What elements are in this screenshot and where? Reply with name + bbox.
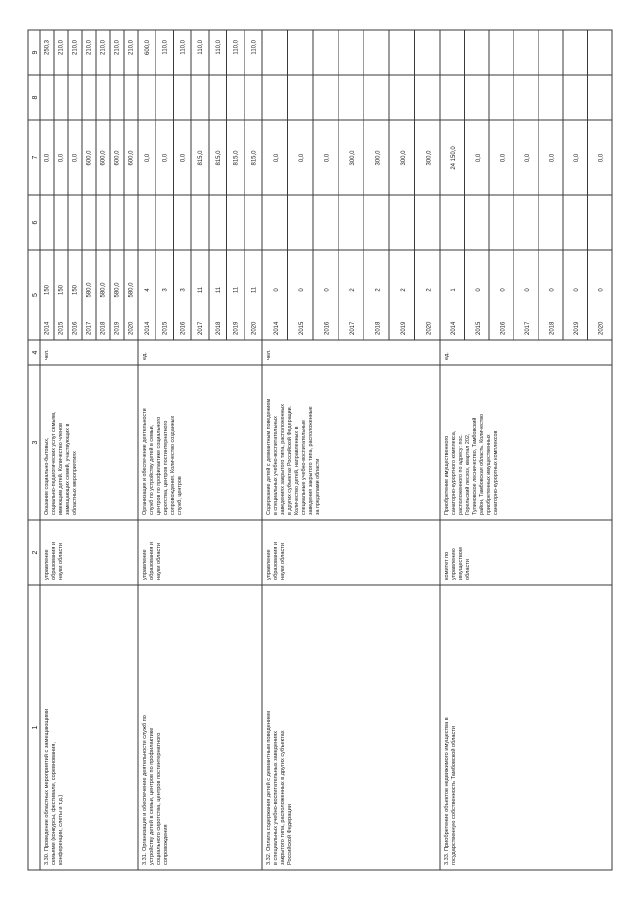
- indicator-line: областных мероприятиях: [72, 451, 78, 515]
- value-col7: 0,0: [180, 153, 187, 163]
- year-label: 2014: [44, 321, 51, 335]
- year-label: 2019: [574, 321, 581, 335]
- year-label: 2017: [198, 321, 205, 335]
- value-col7: 815,0: [198, 150, 205, 166]
- value-col9: 110,0: [180, 40, 187, 55]
- value-col5: 580,0: [86, 282, 93, 298]
- value-col9: 210,0: [58, 40, 65, 56]
- task-name-line: государственную собственность Тамбовской области: [451, 726, 457, 865]
- indicator-line: за пределами области: [315, 458, 321, 515]
- value-col5: 2: [426, 288, 433, 292]
- task-name-line: семьями (конкурсы, фестивали, соревнования,: [51, 742, 57, 865]
- year-label: 2018: [549, 321, 556, 335]
- column-number-8: 8: [32, 95, 39, 100]
- value-col5: 0: [299, 288, 306, 292]
- executor-line: управление: [266, 549, 272, 580]
- indicator-line: расположенного по адресу: пос.: [458, 434, 464, 515]
- value-col7: 815,0: [251, 150, 258, 166]
- indicator-line: имеющим детей. Количество членов: [58, 422, 64, 515]
- year-label: 2019: [114, 321, 121, 335]
- value-col7: 815,0: [233, 150, 240, 166]
- executor-line: управлению: [451, 548, 457, 580]
- indicator-line: заведениях закрытого типа, расположенных: [280, 404, 286, 515]
- executor-line: области: [465, 559, 471, 580]
- value-col9: 110,0: [162, 40, 169, 55]
- year-label: 2016: [180, 321, 187, 335]
- year-label: 2019: [233, 321, 240, 335]
- value-col7: 0,0: [58, 153, 65, 163]
- indicator-line: приобретенных имущественных: [486, 434, 492, 515]
- executor-line: имуществом: [458, 547, 464, 580]
- indicator-line: центров по профилактике социального: [156, 416, 162, 515]
- value-col7: 0,0: [299, 153, 306, 163]
- year-label: 2020: [598, 321, 605, 335]
- column-number-4: 4: [32, 350, 39, 355]
- value-col5: 11: [198, 286, 205, 294]
- task-name-line: 3.32. Оплата содержания детей с девиантным поведением: [266, 711, 272, 865]
- year-label: 2015: [58, 321, 65, 335]
- value-col5: 3: [180, 288, 187, 292]
- column-number-7: 7: [32, 155, 39, 160]
- value-col5: 0: [598, 288, 605, 292]
- year-label: 2018: [100, 321, 107, 335]
- indicator-line: замещающих семей, участвующих в: [65, 423, 71, 515]
- indicator-line: Оказание социально-бытовых,: [44, 437, 50, 515]
- value-col5: 0: [273, 288, 280, 292]
- year-label: 2020: [251, 321, 258, 335]
- indicator-line: Организация и обеспечение деятельности: [142, 408, 148, 515]
- value-col5: 580,0: [114, 282, 121, 298]
- unit-label: ед.: [444, 352, 450, 360]
- value-col5: 4: [144, 288, 151, 292]
- column-number-2: 2: [32, 550, 39, 555]
- value-col9: 110,0: [198, 40, 205, 55]
- indicator-line: социально-педагогических услуг семьям,: [51, 411, 57, 515]
- indicator-line: служб по устройству детей в семьи,: [149, 424, 155, 515]
- executor-line: образования и: [51, 541, 57, 580]
- value-col7: 600,0: [86, 150, 93, 166]
- year-label: 2014: [273, 321, 280, 335]
- executor-line: науки области: [280, 543, 286, 580]
- value-col7: 300,0: [426, 150, 433, 166]
- column-number-5: 5: [32, 293, 39, 297]
- value-col7: 0,0: [144, 153, 151, 163]
- task-name-line: 3.30. Проведение областных мероприятий с замещающими: [44, 708, 50, 865]
- indicator-line: заведения закрытого типа, расположенные: [308, 406, 314, 515]
- value-col7: 0,0: [500, 153, 507, 163]
- executor-line: образования и: [273, 541, 279, 580]
- value-col9: 110,0: [215, 40, 222, 55]
- value-col5: 11: [215, 286, 222, 294]
- executor-line: комитет по: [444, 551, 450, 580]
- value-col5: 0: [475, 288, 482, 292]
- year-label: 2020: [426, 321, 433, 335]
- value-col7: 0,0: [273, 153, 280, 163]
- value-col7: 0,0: [72, 153, 79, 163]
- indicator-line: в специальных учебно-воспитательных: [273, 416, 279, 515]
- year-label: 2017: [524, 321, 531, 335]
- indicator-line: санаторно-курортного комплекса,: [451, 430, 457, 515]
- indicator-line: сиротства, центров постинтернатного: [163, 420, 169, 515]
- value-col5: 0: [500, 288, 507, 292]
- value-col7: 0,0: [524, 153, 531, 163]
- value-col7: 815,0: [215, 150, 222, 166]
- value-col5: 0: [524, 288, 531, 292]
- executor-line: управление: [44, 549, 50, 580]
- value-col7: 300,0: [400, 150, 407, 166]
- year-label: 2015: [162, 321, 169, 335]
- task-name-line: закрытого типа, расположенных в других субъектах: [280, 730, 286, 865]
- year-label: 2016: [72, 321, 79, 335]
- value-col5: 0: [574, 288, 581, 292]
- value-col9: 210,0: [72, 40, 79, 56]
- value-col7: 0,0: [598, 153, 605, 163]
- task-name-line: устройству детей в семьи, центров по профилактике: [149, 727, 155, 865]
- value-col5: 0: [324, 288, 331, 292]
- indicator-line: Горельский лесхоз, квартал 202,: [465, 433, 471, 515]
- column-number-9: 9: [32, 50, 39, 55]
- value-col5: 11: [233, 286, 240, 294]
- executor-line: науки области: [156, 543, 162, 580]
- value-col7: 24 150,0: [451, 146, 458, 170]
- year-label: 2016: [324, 321, 331, 335]
- year-label: 2020: [128, 321, 135, 335]
- indicator-line: район, Тамбовская область. Количество: [479, 413, 485, 515]
- indicator-line: Приобретение имущественного: [444, 435, 450, 515]
- value-col7: 0,0: [162, 153, 169, 163]
- year-label: 2016: [500, 321, 507, 335]
- value-col9: 250,3: [44, 40, 51, 56]
- year-label: 2014: [451, 321, 458, 335]
- indicator-line: специальные учебно-воспитательные: [301, 419, 307, 515]
- value-col9: 110,0: [251, 40, 258, 55]
- year-label: 2017: [86, 321, 93, 335]
- executor-line: науки области: [58, 543, 64, 580]
- value-col5: 150: [72, 284, 79, 296]
- value-col9: 210,0: [100, 40, 107, 56]
- unit-label: чел.: [44, 349, 50, 360]
- unit-label: чел.: [266, 349, 272, 360]
- value-col7: 600,0: [100, 150, 107, 166]
- indicator-line: Количество детей, направленных в: [294, 426, 300, 515]
- year-label: 2018: [375, 321, 382, 335]
- value-col5: 150: [44, 284, 51, 296]
- task-name-line: Российской Федерации: [287, 804, 293, 865]
- value-col5: 11: [251, 286, 258, 294]
- indicator-line: сопровождения. Количество созданных: [170, 415, 176, 515]
- value-col9: 210,0: [128, 40, 135, 56]
- value-col9: 210,0: [86, 40, 93, 56]
- value-col5: 150: [58, 284, 65, 296]
- value-col7: 300,0: [350, 150, 357, 166]
- year-label: 2017: [350, 321, 357, 335]
- year-label: 2014: [144, 321, 151, 335]
- value-col7: 0,0: [324, 153, 331, 163]
- executor-line: образования и: [149, 541, 155, 580]
- indicator-line: служб, центров: [177, 476, 183, 515]
- year-label: 2019: [400, 321, 407, 335]
- value-col5: 580,0: [128, 282, 135, 298]
- value-col7: 0,0: [475, 153, 482, 163]
- indicator-line: Тулиновское лесничество, Тамбовский: [472, 417, 478, 515]
- task-name-line: сопровождения: [163, 824, 169, 865]
- task-name-line: 3.31. Организация и обеспечение деятельности служб по: [142, 715, 148, 865]
- value-col7: 0,0: [574, 153, 581, 163]
- value-col5: 3: [162, 288, 169, 292]
- indicator-line: санаторно-курортных комплексов: [493, 430, 499, 515]
- indicator-line: в других субъектах Российской Федерации.: [287, 405, 293, 515]
- year-label: 2015: [299, 321, 306, 335]
- task-name-line: 3.33. Приобретение объектов недвижимого имущества в: [444, 717, 450, 865]
- value-col7: 300,0: [375, 150, 382, 166]
- value-col7: 600,0: [128, 150, 135, 166]
- column-number-3: 3: [32, 440, 39, 445]
- value-col9: 110,0: [233, 40, 240, 55]
- value-col7: 0,0: [44, 153, 51, 163]
- value-col9: 600,0: [144, 40, 151, 56]
- unit-label: ед.: [142, 352, 148, 360]
- value-col9: 210,0: [114, 40, 121, 56]
- value-col5: 2: [400, 288, 407, 292]
- value-col5: 1: [451, 288, 458, 292]
- task-name-line: конференции, слеты и т.д.): [58, 794, 64, 865]
- indicator-line: Содержание детей с девиантным поведением: [266, 398, 272, 515]
- executor-line: управление: [142, 549, 148, 580]
- column-number-6: 6: [32, 220, 39, 225]
- value-col7: 0,0: [549, 153, 556, 163]
- value-col5: 2: [375, 288, 382, 292]
- value-col5: 2: [350, 288, 357, 292]
- year-label: 2015: [475, 321, 482, 335]
- value-col7: 600,0: [114, 150, 121, 166]
- value-col5: 0: [549, 288, 556, 292]
- year-label: 2018: [215, 321, 222, 335]
- task-name-line: в специальных учебно-воспитательных заведениях: [273, 730, 279, 865]
- task-name-line: социального сиротства, центров постинтернатного: [156, 732, 162, 865]
- column-number-1: 1: [32, 725, 39, 730]
- value-col5: 580,0: [100, 282, 107, 298]
